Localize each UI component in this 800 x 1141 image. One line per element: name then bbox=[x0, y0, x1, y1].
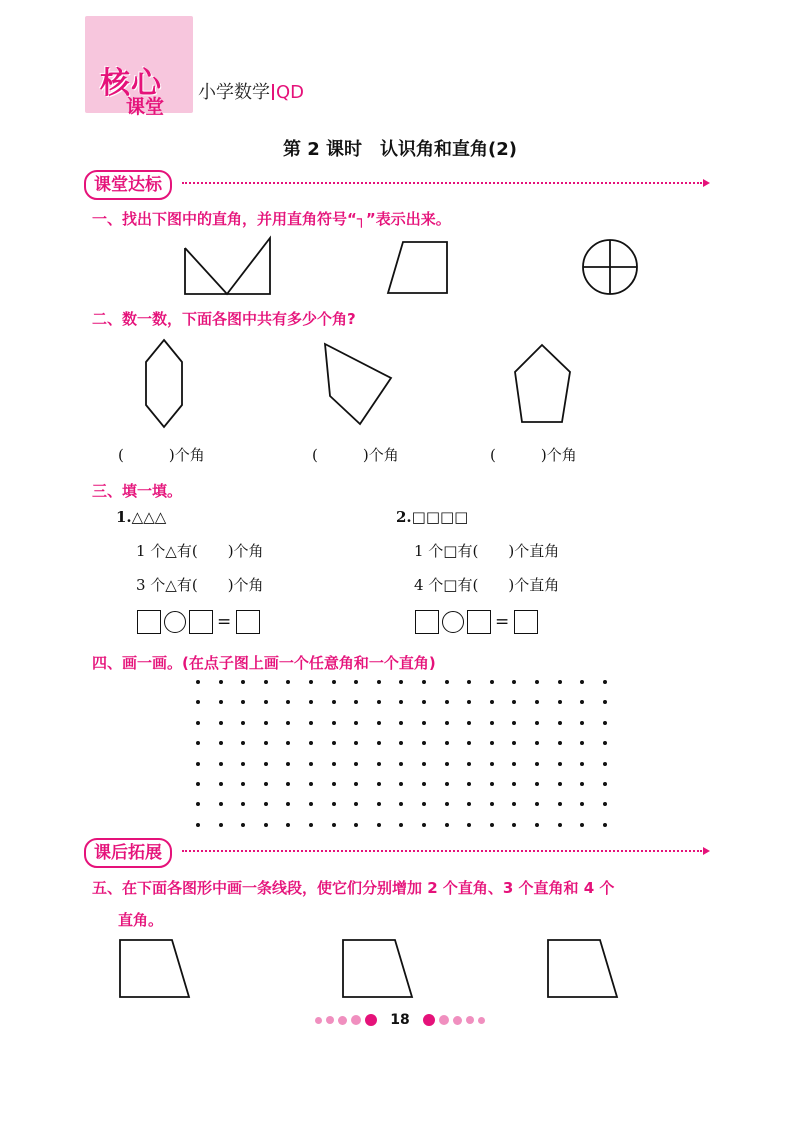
grid-dot[interactable] bbox=[309, 823, 313, 827]
grid-dot[interactable] bbox=[512, 700, 516, 704]
grid-dot[interactable] bbox=[422, 823, 426, 827]
grid-dot[interactable] bbox=[196, 700, 200, 704]
figure-right-trapezoid-3[interactable] bbox=[543, 936, 623, 1002]
grid-dot[interactable] bbox=[558, 721, 562, 725]
grid-dot[interactable] bbox=[354, 741, 358, 745]
q3-part1-line1[interactable]: 1 个△有( )个角 bbox=[136, 542, 264, 560]
equation-operator-circle[interactable] bbox=[442, 611, 464, 633]
figure-pentagon bbox=[510, 340, 576, 426]
grid-dot[interactable] bbox=[196, 823, 200, 827]
grid-dot[interactable] bbox=[241, 721, 245, 725]
grid-dot[interactable] bbox=[241, 762, 245, 766]
grid-dot[interactable] bbox=[309, 700, 313, 704]
section-divider bbox=[182, 182, 702, 184]
grid-dot[interactable] bbox=[264, 802, 268, 806]
decor-dot bbox=[466, 1016, 474, 1024]
question-5-line2: 直角。 bbox=[118, 911, 164, 929]
grid-dot[interactable] bbox=[241, 680, 245, 684]
grid-dot[interactable] bbox=[264, 680, 268, 684]
page-number: 18 bbox=[390, 1012, 410, 1028]
grid-dot[interactable] bbox=[603, 700, 607, 704]
grid-dot[interactable] bbox=[196, 680, 200, 684]
grid-dot[interactable] bbox=[558, 782, 562, 786]
grid-dot[interactable] bbox=[286, 700, 290, 704]
grid-dot[interactable] bbox=[332, 802, 336, 806]
grid-dot[interactable] bbox=[535, 802, 539, 806]
decor-dot bbox=[439, 1015, 449, 1025]
grid-dot[interactable] bbox=[196, 802, 200, 806]
grid-dot[interactable] bbox=[399, 762, 403, 766]
grid-dot[interactable] bbox=[490, 762, 494, 766]
grid-dot[interactable] bbox=[354, 823, 358, 827]
grid-dot[interactable] bbox=[467, 762, 471, 766]
decor-dot bbox=[338, 1016, 347, 1025]
series-code: QD bbox=[276, 82, 305, 103]
equation-result-box[interactable] bbox=[236, 610, 260, 634]
grid-dot[interactable] bbox=[603, 741, 607, 745]
grid-dot[interactable] bbox=[558, 823, 562, 827]
grid-dot[interactable] bbox=[241, 741, 245, 745]
grid-dot[interactable] bbox=[535, 762, 539, 766]
grid-dot[interactable] bbox=[354, 721, 358, 725]
grid-dot[interactable] bbox=[241, 782, 245, 786]
grid-dot[interactable] bbox=[512, 762, 516, 766]
equals-sign: = bbox=[495, 612, 510, 632]
grid-dot[interactable] bbox=[241, 823, 245, 827]
q3-part2-line1[interactable]: 1 个□有( )个直角 bbox=[414, 542, 560, 560]
question-5-line1: 五、在下面各图形中画一条线段，使它们分别增加 2 个直角、3 个直角和 4 个 bbox=[92, 879, 615, 897]
grid-dot[interactable] bbox=[241, 802, 245, 806]
grid-dot[interactable] bbox=[399, 700, 403, 704]
section-tag-extension: 课后拓展 bbox=[84, 838, 172, 868]
grid-dot[interactable] bbox=[332, 721, 336, 725]
grid-dot[interactable] bbox=[445, 721, 449, 725]
decor-dot bbox=[453, 1016, 462, 1025]
figure-quadrilateral bbox=[320, 340, 396, 428]
grid-dot[interactable] bbox=[558, 741, 562, 745]
grid-dot[interactable] bbox=[558, 700, 562, 704]
page-footer bbox=[0, 1012, 800, 1028]
figure-right-trapezoid-1[interactable] bbox=[115, 936, 195, 1002]
grid-dot[interactable] bbox=[603, 721, 607, 725]
grid-dot[interactable] bbox=[535, 721, 539, 725]
grid-dot[interactable] bbox=[558, 680, 562, 684]
section-tag-practice: 课堂达标 bbox=[84, 170, 172, 200]
grid-dot[interactable] bbox=[535, 741, 539, 745]
equation-operator-circle[interactable] bbox=[164, 611, 186, 633]
section-divider bbox=[182, 850, 702, 852]
grid-dot[interactable] bbox=[196, 741, 200, 745]
grid-dot[interactable] bbox=[535, 823, 539, 827]
arrow-icon bbox=[703, 847, 710, 855]
decor-dot bbox=[423, 1014, 435, 1026]
page-title: 第 2 课时 认识角和直角(2) bbox=[282, 139, 518, 160]
figure-hexagon bbox=[140, 335, 190, 431]
grid-dot[interactable] bbox=[490, 680, 494, 684]
grid-dot[interactable] bbox=[354, 680, 358, 684]
decor-dot bbox=[365, 1014, 377, 1026]
grid-dot[interactable] bbox=[354, 782, 358, 786]
grid-dot[interactable] bbox=[219, 741, 223, 745]
grid-dot[interactable] bbox=[377, 823, 381, 827]
grid-dot[interactable] bbox=[490, 741, 494, 745]
grid-dot[interactable] bbox=[219, 823, 223, 827]
question-4: 四、画一画。(在点子图上画一个任意角和一个直角) bbox=[92, 654, 436, 672]
question-1: 一、找出下图中的直角，并用直角符号“┐”表示出来。 bbox=[92, 210, 451, 228]
figure-w-shape bbox=[180, 233, 275, 297]
grid-dot[interactable] bbox=[377, 721, 381, 725]
question-3: 三、填一填。 bbox=[92, 482, 183, 500]
answer-blank-3[interactable]: ( )个角 bbox=[490, 446, 577, 464]
logo-text: 核心 bbox=[100, 66, 162, 101]
grid-dot[interactable] bbox=[490, 823, 494, 827]
grid-dot[interactable] bbox=[445, 700, 449, 704]
q3-part2-line2[interactable]: 4 个□有( )个直角 bbox=[414, 576, 560, 594]
grid-dot[interactable] bbox=[332, 700, 336, 704]
grid-dot[interactable] bbox=[422, 700, 426, 704]
grid-dot[interactable] bbox=[377, 762, 381, 766]
figure-trapezoid bbox=[383, 238, 453, 298]
grid-dot[interactable] bbox=[264, 762, 268, 766]
grid-dot[interactable] bbox=[332, 762, 336, 766]
grid-dot[interactable] bbox=[377, 680, 381, 684]
subject-name: 小学数学 bbox=[198, 82, 270, 103]
grid-dot[interactable] bbox=[264, 823, 268, 827]
grid-dot[interactable] bbox=[490, 802, 494, 806]
grid-dot[interactable] bbox=[354, 700, 358, 704]
grid-dot[interactable] bbox=[377, 802, 381, 806]
grid-dot[interactable] bbox=[332, 782, 336, 786]
decor-dot bbox=[315, 1017, 322, 1024]
grid-dot[interactable] bbox=[399, 823, 403, 827]
grid-dot[interactable] bbox=[580, 762, 584, 766]
grid-dot[interactable] bbox=[512, 823, 516, 827]
equation-box[interactable] bbox=[189, 610, 213, 634]
grid-dot[interactable] bbox=[422, 802, 426, 806]
figure-right-trapezoid-2[interactable] bbox=[338, 936, 418, 1002]
grid-dot[interactable] bbox=[580, 823, 584, 827]
grid-dot[interactable] bbox=[399, 721, 403, 725]
grid-dot[interactable] bbox=[603, 802, 607, 806]
grid-dot[interactable] bbox=[332, 823, 336, 827]
grid-dot[interactable] bbox=[377, 741, 381, 745]
grid-dot[interactable] bbox=[332, 680, 336, 684]
grid-dot[interactable] bbox=[445, 741, 449, 745]
grid-dot[interactable] bbox=[219, 680, 223, 684]
grid-dot[interactable] bbox=[467, 721, 471, 725]
grid-dot[interactable] bbox=[309, 802, 313, 806]
grid-dot[interactable] bbox=[286, 762, 290, 766]
grid-dot[interactable] bbox=[241, 700, 245, 704]
grid-dot[interactable] bbox=[535, 700, 539, 704]
grid-dot[interactable] bbox=[580, 782, 584, 786]
grid-dot[interactable] bbox=[467, 680, 471, 684]
grid-dot[interactable] bbox=[264, 721, 268, 725]
q3-part2-label: 2.□□□□ bbox=[396, 508, 469, 526]
grid-dot[interactable] bbox=[286, 782, 290, 786]
grid-dot[interactable] bbox=[286, 823, 290, 827]
grid-dot[interactable] bbox=[422, 741, 426, 745]
q3-part1-line2[interactable]: 3 个△有( )个角 bbox=[136, 576, 264, 594]
grid-dot[interactable] bbox=[332, 741, 336, 745]
grid-dot[interactable] bbox=[286, 721, 290, 725]
grid-dot[interactable] bbox=[445, 823, 449, 827]
grid-dot[interactable] bbox=[445, 802, 449, 806]
grid-dot[interactable] bbox=[377, 700, 381, 704]
grid-dot[interactable] bbox=[264, 700, 268, 704]
grid-dot[interactable] bbox=[309, 741, 313, 745]
equation-box[interactable] bbox=[137, 610, 161, 634]
decor-dot bbox=[326, 1016, 334, 1024]
grid-dot[interactable] bbox=[309, 721, 313, 725]
grid-dot[interactable] bbox=[512, 741, 516, 745]
grid-dot[interactable] bbox=[377, 782, 381, 786]
grid-dot[interactable] bbox=[512, 782, 516, 786]
grid-dot[interactable] bbox=[354, 802, 358, 806]
grid-dot[interactable] bbox=[580, 680, 584, 684]
grid-dot[interactable] bbox=[196, 762, 200, 766]
grid-dot[interactable] bbox=[580, 700, 584, 704]
grid-dot[interactable] bbox=[603, 762, 607, 766]
grid-dot[interactable] bbox=[399, 782, 403, 786]
equals-sign: = bbox=[217, 612, 232, 632]
grid-dot[interactable] bbox=[445, 782, 449, 786]
grid-dot[interactable] bbox=[603, 680, 607, 684]
grid-dot[interactable] bbox=[219, 700, 223, 704]
answer-blank-1[interactable]: ( )个角 bbox=[118, 446, 205, 464]
grid-dot[interactable] bbox=[490, 721, 494, 725]
question-2: 二、数一数，下面各图中共有多少个角? bbox=[92, 310, 356, 328]
grid-dot[interactable] bbox=[490, 782, 494, 786]
grid-dot[interactable] bbox=[399, 802, 403, 806]
grid-dot[interactable] bbox=[558, 802, 562, 806]
divider-bar bbox=[272, 84, 274, 100]
grid-dot[interactable] bbox=[219, 762, 223, 766]
grid-dot[interactable] bbox=[422, 680, 426, 684]
figure-divided-circle bbox=[578, 235, 642, 299]
decor-dot bbox=[478, 1017, 485, 1024]
grid-dot[interactable] bbox=[467, 741, 471, 745]
grid-dot[interactable] bbox=[445, 762, 449, 766]
grid-dot[interactable] bbox=[512, 802, 516, 806]
grid-dot[interactable] bbox=[467, 782, 471, 786]
grid-dot[interactable] bbox=[286, 741, 290, 745]
subject-label bbox=[198, 78, 304, 104]
grid-dot[interactable] bbox=[196, 782, 200, 786]
grid-dot[interactable] bbox=[399, 741, 403, 745]
grid-dot[interactable] bbox=[512, 721, 516, 725]
equation-box[interactable] bbox=[467, 610, 491, 634]
arrow-icon bbox=[703, 179, 710, 187]
grid-dot[interactable] bbox=[399, 680, 403, 684]
grid-dot[interactable] bbox=[467, 700, 471, 704]
equation-result-box[interactable] bbox=[514, 610, 538, 634]
grid-dot[interactable] bbox=[580, 741, 584, 745]
grid-dot[interactable] bbox=[309, 762, 313, 766]
grid-dot[interactable] bbox=[309, 782, 313, 786]
grid-dot[interactable] bbox=[535, 680, 539, 684]
grid-dot[interactable] bbox=[219, 721, 223, 725]
answer-blank-2[interactable]: ( )个角 bbox=[312, 446, 399, 464]
grid-dot[interactable] bbox=[196, 721, 200, 725]
grid-dot[interactable] bbox=[512, 680, 516, 684]
grid-dot[interactable] bbox=[264, 782, 268, 786]
grid-dot[interactable] bbox=[580, 802, 584, 806]
grid-dot[interactable] bbox=[264, 741, 268, 745]
grid-dot[interactable] bbox=[219, 782, 223, 786]
grid-dot[interactable] bbox=[535, 782, 539, 786]
grid-dot[interactable] bbox=[445, 680, 449, 684]
grid-dot[interactable] bbox=[603, 823, 607, 827]
grid-dot[interactable] bbox=[354, 762, 358, 766]
grid-dot[interactable] bbox=[467, 802, 471, 806]
grid-dot[interactable] bbox=[286, 680, 290, 684]
grid-dot[interactable] bbox=[490, 700, 494, 704]
grid-dot[interactable] bbox=[422, 782, 426, 786]
logo-subtext: 课堂 bbox=[126, 96, 165, 118]
equation-box[interactable] bbox=[415, 610, 439, 634]
decor-dot bbox=[351, 1015, 361, 1025]
grid-dot[interactable] bbox=[558, 762, 562, 766]
grid-dot[interactable] bbox=[309, 680, 313, 684]
grid-dot[interactable] bbox=[286, 802, 290, 806]
grid-dot[interactable] bbox=[422, 721, 426, 725]
q3-part1-label: 1.△△△ bbox=[116, 508, 167, 526]
grid-dot[interactable] bbox=[467, 823, 471, 827]
grid-dot[interactable] bbox=[422, 762, 426, 766]
grid-dot[interactable] bbox=[580, 721, 584, 725]
grid-dot[interactable] bbox=[219, 802, 223, 806]
grid-dot[interactable] bbox=[603, 782, 607, 786]
